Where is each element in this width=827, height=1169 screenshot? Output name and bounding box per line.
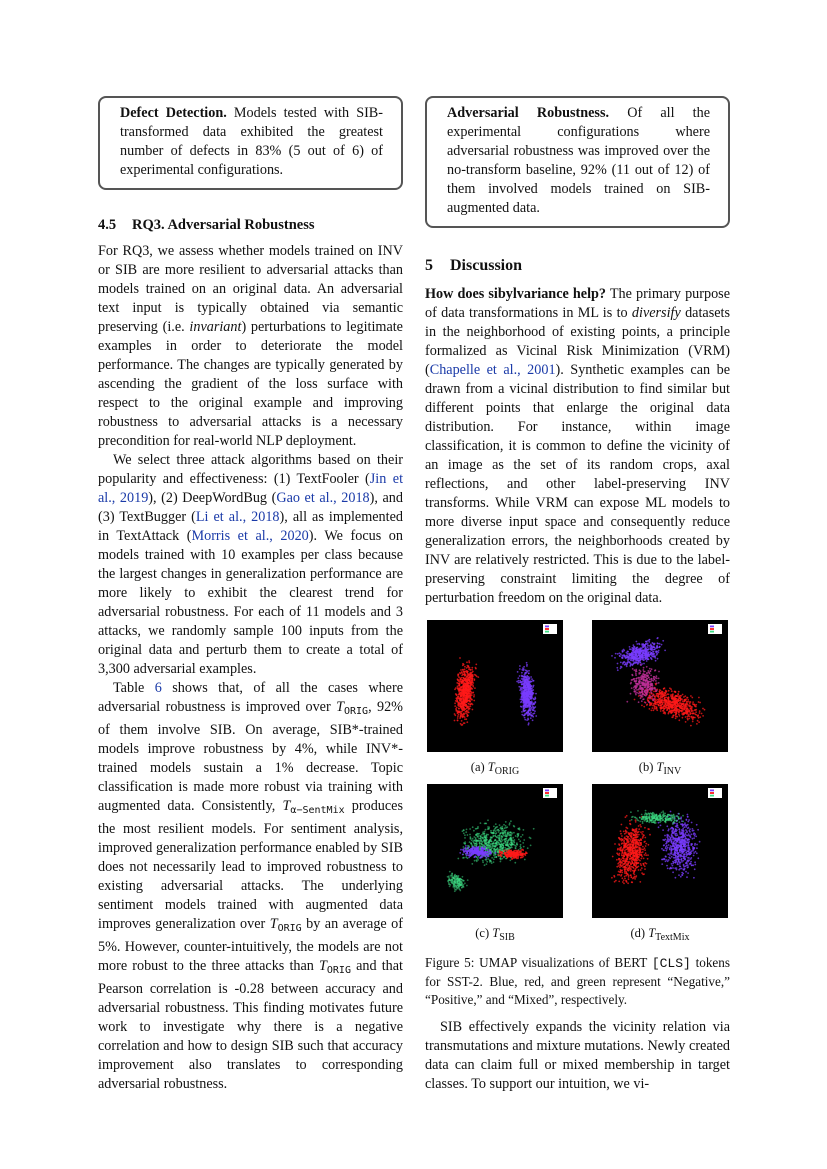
paragraph-table-results bbox=[98, 679, 403, 1094]
box-body: Models tested with SIB-transformed data exhibited the greatest number of defects in 83% (5 out of 6) of experimental configurations. bbox=[120, 105, 383, 178]
text-run: shows that, of all the cases where adversarial robustness is improved over bbox=[98, 680, 403, 715]
box-body: Of all the experimental configurations where adversarial robustness was improved over the no-transform baseline, 92% (11 out of 12) of them involved models trained on SIB-augmented data. bbox=[447, 105, 711, 216]
text-run: produces the most resilient models. For sentiment analysis, improved generalization performance enabled by SIB does not necessarily lead to improved robustness to existing adversarial attacks. The underlying sentiment models trained with augmented data improves generalization over bbox=[98, 798, 404, 932]
umap-plot bbox=[427, 620, 563, 752]
left-column bbox=[98, 96, 403, 1094]
section-title: RQ3. Adversarial Robustness bbox=[132, 217, 315, 233]
box-title: Defect Detection. bbox=[120, 105, 227, 121]
math-var: T bbox=[487, 760, 495, 774]
math-subscript: ORIG bbox=[326, 965, 351, 976]
subcaption-label: (b) bbox=[638, 760, 654, 774]
paragraph-lead: How does sibylvariance help? bbox=[425, 286, 607, 302]
emphasis-text: invariant bbox=[189, 319, 242, 335]
text-run: , 92% of them involve SIB. On average, SIB*-trained models improve robustness by 4%, while INV*-trained models sustain a 1% decrease. Topic classification is made more robust via training with augmented data. Consistently, bbox=[98, 699, 403, 814]
citation-link[interactable]: Gao et al., 2018 bbox=[276, 490, 370, 506]
umap-plot bbox=[592, 620, 728, 752]
math-subscript: α−SentMix bbox=[290, 805, 345, 816]
adversarial-robustness-box bbox=[425, 96, 730, 228]
text-run: ) perturbations to legitimate examples in order to deteriorate the model performance. The changes are typically generated by ascending the gradient of the loss surface with respect to the original example and improving robustness to adversarial attacks is a necessary precondition for real-world NLP deployment. bbox=[98, 319, 403, 449]
citation-link[interactable]: Morris et al., 2020 bbox=[191, 528, 309, 544]
text-run: ). Synthetic examples can be drawn from a vicinal distribution to find similar but different points that enlarge the original data distribution. For instance, within image classification, it is common to define the vicinity of an image as the set of its random crops, axal reflections, and other label-preserving INV transforms. While VRM can expose ML models to more diverse input space and consequently reduce generalization errors, the neighborhoods created by INV are relatively restricted. This is due to the label-preserving constraint limiting the degree of perturbation freedom on the original data. bbox=[425, 362, 730, 606]
math-subscript: INV bbox=[663, 766, 682, 777]
math-var: T bbox=[336, 699, 344, 715]
math-subscript: ORIG bbox=[343, 706, 369, 717]
text-run: Figure 5: UMAP visualizations of BERT bbox=[425, 955, 652, 970]
text-run: We select three attack algorithms based on their popularity and effectiveness: (1) TextFooler ( bbox=[98, 452, 403, 487]
point-cluster bbox=[454, 657, 480, 726]
point-cluster bbox=[516, 662, 537, 726]
section-number: 5 bbox=[425, 257, 433, 274]
umap-plot bbox=[427, 784, 563, 918]
math-symbol bbox=[283, 798, 345, 814]
math-subscript: ORIG bbox=[277, 923, 302, 934]
point-cluster bbox=[611, 637, 666, 671]
figure-caption bbox=[425, 954, 730, 1009]
umap-panel-textmix bbox=[592, 784, 728, 918]
section-number: 4.5 bbox=[98, 217, 117, 233]
figure-5 bbox=[425, 620, 730, 950]
point-cluster bbox=[634, 683, 706, 727]
umap-panel-sib bbox=[427, 784, 563, 918]
text-run: Table bbox=[113, 680, 155, 696]
legend-box bbox=[543, 788, 557, 798]
section-heading-4-5 bbox=[98, 216, 403, 235]
right-column bbox=[425, 96, 730, 1094]
section-heading-5 bbox=[425, 256, 730, 275]
math-var: T bbox=[319, 958, 327, 974]
citation-link[interactable]: Chapelle et al., 2001 bbox=[429, 362, 556, 378]
text-run: and that Pearson correlation is -0.28 between accuracy and adversarial robustness. This finding motivates future work to investigate why there is a negative correlation and how to design SIB such that accuracy improvement also translates to corresponding adversarial robustness. bbox=[98, 958, 403, 1092]
text-run: tokens for SST-2. Blue, red, and green represent “Negative,” “Positive,” and “Mixed”, respectively. bbox=[425, 955, 730, 1007]
text-run: ), (2) DeepWordBug ( bbox=[148, 490, 277, 506]
text-run: by an average of 5%. However, counter-intuitively, the models are not more robust to the three attacks than bbox=[98, 916, 403, 974]
box-title: Adversarial Robustness. bbox=[447, 105, 610, 121]
point-cluster bbox=[457, 819, 534, 866]
subcaption-d bbox=[592, 926, 728, 945]
math-symbol bbox=[270, 916, 302, 932]
text-run: ), all as implemented in TextAttack ( bbox=[98, 509, 403, 544]
math-subscript: TextMix bbox=[655, 932, 690, 943]
subcaption-b bbox=[592, 760, 728, 779]
text-run: datasets in the neighborhood of existing points, a principle formalized as Vicinal Risk Minimization (VRM) ( bbox=[425, 305, 730, 378]
citation-link[interactable]: Li et al., 2018 bbox=[195, 509, 280, 525]
subcaption-label: (a) bbox=[470, 760, 485, 774]
legend-box bbox=[708, 624, 722, 634]
subcaption-label: (d) bbox=[630, 926, 646, 940]
text-run: The primary purpose of data transformations in ML is to bbox=[425, 286, 730, 321]
emphasis-text: diversify bbox=[631, 305, 681, 321]
paragraph-sibylvariance bbox=[425, 285, 730, 608]
umap-plot bbox=[592, 784, 728, 918]
math-subscript: ORIG bbox=[494, 766, 520, 777]
math-var: T bbox=[269, 916, 278, 932]
text-run: For RQ3, we assess whether models trained on INV or SIB are more resilient to adversarial attacks than models trained on an original data. An adversarial text input is typically obtained via semantic preserving (i.e. bbox=[98, 243, 403, 335]
legend-box bbox=[708, 788, 722, 798]
math-var: T bbox=[492, 926, 500, 940]
subcaption-a bbox=[427, 760, 563, 779]
point-cluster bbox=[447, 871, 469, 892]
paragraph-sib-expands: SIB effectively expands the vicinity relation via transmutations and mixture mutations. Newly created data can claim full or mixed membership in target classes. To support our intuition, we vi- bbox=[425, 1019, 730, 1092]
text-run: ). We focus on models trained with 10 examples per class because the largest changes in generalization performance are more likely to exhibit the clearest trend for adversarial robustness. For each of 11 models and 3 attacks, we randomly sample 100 inputs from the original data and perturb them to create a total of 3,300 adversarial examples. bbox=[98, 528, 403, 677]
section-title: Discussion bbox=[450, 257, 523, 274]
paragraph-attack-algorithms bbox=[98, 451, 403, 679]
code-text: [CLS] bbox=[651, 956, 691, 971]
umap-panel-inv bbox=[592, 620, 728, 752]
subcaption-label: (c) bbox=[475, 926, 490, 940]
point-cluster bbox=[611, 815, 651, 884]
point-cluster bbox=[630, 810, 684, 825]
math-var: T bbox=[656, 760, 664, 774]
text-run: ), and (3) TextBugger ( bbox=[98, 490, 403, 525]
math-var: T bbox=[282, 798, 291, 814]
subcaption-c bbox=[427, 926, 563, 945]
table-reference-link[interactable]: 6 bbox=[154, 680, 162, 696]
math-var: T bbox=[648, 926, 656, 940]
math-symbol bbox=[319, 958, 351, 974]
legend-box bbox=[543, 624, 557, 634]
defect-detection-box bbox=[98, 96, 403, 190]
point-cluster bbox=[658, 811, 701, 879]
citation-link[interactable]: Jin et al., 2019 bbox=[98, 471, 404, 506]
paragraph-rq3-intro bbox=[98, 242, 403, 451]
math-symbol bbox=[336, 699, 368, 715]
math-subscript: SIB bbox=[499, 932, 515, 943]
umap-panel-orig bbox=[427, 620, 563, 752]
